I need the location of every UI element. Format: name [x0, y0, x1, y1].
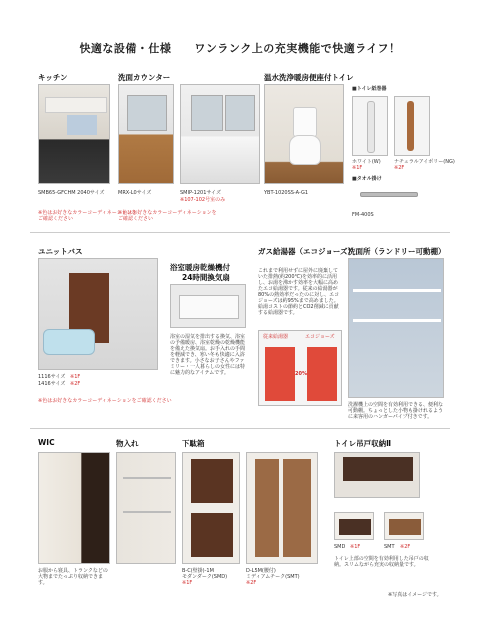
bath-label: ユニットバス [38, 247, 83, 256]
bath-note: ※色はお好きなカラーコーディネーションをご確認ください [38, 398, 172, 404]
natural-label: ナチュラルアイボリー(NG) [394, 159, 455, 165]
kitchen-photo [38, 84, 110, 184]
bath-caption-1b: ※1F [70, 374, 81, 380]
laundry-photo [348, 258, 444, 398]
vanity-note: ※色はお好きなカラーコーディネーションを ご確認ください [118, 210, 217, 222]
paper-holder-white-photo [352, 96, 388, 156]
towel-label: ■タオル掛け [352, 176, 382, 182]
vanity-caption-2b: ※107-102号室のみ [180, 197, 226, 203]
fig-b-label: エコジョーズ [305, 334, 335, 340]
shoebox-caption-1c: ※1F [182, 580, 193, 586]
white-note: ※1F [352, 165, 363, 171]
vanity-caption-2: SMIP-1201サイズ [180, 190, 221, 196]
shoebox-caption-1: B-C(壁掛)-1M [182, 568, 214, 574]
heater-old-icon [265, 347, 295, 401]
kitchen-label: キッチン [38, 73, 68, 82]
toilet-caption: YBT-1020SS-A-G1 [264, 190, 309, 196]
laundry-label: 洗面所（ランドリー可動棚） [348, 247, 446, 256]
wic-label: WIC [38, 438, 55, 447]
heater-eco-icon [307, 347, 337, 401]
dryer-photo [170, 284, 246, 328]
white-label: ホワイト(W) [352, 159, 381, 165]
closet-label: 物入れ [116, 439, 139, 448]
toilet-storage-smd-photo [334, 512, 374, 540]
water-heater-desc: これまで利用せずに屋外に廃棄していた排熱(約200℃)を効率的に活用し、お湯を沸かす効率を大幅に高めたエコ給湯器です。従来の給湯器が80%の熱効率だったのに対し、エコジョーズは約95%まで高めました。給湯コストの節約とCO2削減に貢献する給湯器です。 [258, 268, 340, 316]
toilet-photo [264, 84, 344, 184]
kitchen-note: ※色はお好きなカラーコーディネーションを ご確認ください [38, 210, 137, 222]
shoebox-photo-2 [246, 452, 318, 564]
dryer-label: 浴室暖房乾燥機付 [170, 263, 230, 272]
bath-caption-1: 1116サイズ [38, 374, 66, 380]
wic-desc: お服から寝具、トランクなどの大物までたっぷり収納できます。 [38, 568, 108, 586]
vanity-caption-1: MRX-L0サイズ [118, 190, 152, 196]
towel-bar-icon [360, 192, 418, 197]
wic-photo [38, 452, 110, 564]
paper-holder-label: ■トイレ紙巻器 [352, 86, 387, 92]
divider-2 [30, 428, 450, 429]
bath-caption-2b: ※2F [70, 381, 81, 387]
shoebox-caption-2b: ミディアムチーク(SMT) [246, 574, 300, 580]
towel-code: FM-400S [352, 212, 374, 218]
page-title: 快適な設備・仕様 ワンランク上の充実機能で快適ライフ！ [79, 42, 401, 55]
laundry-desc: 洗濯機上の空間を有効利用できる、便利な可動棚。ちょっとした小物も掛けれるように来客用のハンガーパイプ付きです。 [348, 402, 444, 420]
fig-pct: 20% [295, 371, 307, 377]
vanity-photo-1 [118, 84, 174, 184]
shoebox-label: 下駄箱 [182, 439, 205, 448]
footer-note: ※写真はイメージです。 [388, 592, 442, 598]
vanity-label: 洗面カウンター [118, 73, 171, 82]
smd-label: SMD [334, 544, 346, 550]
toilet-storage-desc: トイレ上部の空間を有効利用した吊戸の収納。スリムながら充実の収納量です。 [334, 556, 429, 568]
smd-note: ※1F [350, 544, 361, 550]
fig-a-label: 従来給湯器 [263, 334, 289, 340]
shoebox-caption-2c: ※2F [246, 580, 257, 586]
dryer-desc: 浴室の湿気を排出する換気、浴室の予備暖房、浴室乾燥の乾燥機能を備えた換気扇。お手入れの手間を軽減でき、寒い冬も快適に入浴できます。小さなお子さんやファミリー・一人暮らしの女性には特に魅力的なアイテムです。 [170, 334, 246, 376]
natural-note: ※2F [394, 165, 405, 171]
smt-note: ※2F [400, 544, 411, 550]
toilet-storage-smt-photo [384, 512, 424, 540]
toilet-storage-label: トイレ吊戸収納Ⅱ [334, 439, 392, 448]
closet-photo [116, 452, 176, 564]
toilet-label: 温水洗浄暖房便座付トイレ [264, 73, 354, 82]
bath-photo [38, 258, 158, 370]
water-heater-diagram [258, 330, 342, 406]
kitchen-caption: SMB65-GFCHM 2040サイズ [38, 190, 105, 196]
shoebox-caption-1b: モダンダーク(SMD) [182, 574, 228, 580]
toilet-storage-photo [334, 452, 420, 498]
divider-1 [30, 232, 450, 233]
bath-caption-2: 1416サイズ [38, 381, 66, 387]
shoebox-photo-1 [182, 452, 240, 564]
paper-holder-natural-photo [394, 96, 430, 156]
smt-label: SMT [384, 544, 395, 550]
shoebox-caption-2: D-L5M(腰付) [246, 568, 276, 574]
vanity-photo-2 [180, 84, 260, 184]
water-heater-label: ガス給湯器（エコジョーズ） [258, 247, 355, 256]
dryer-label-2: 24時間換気扇 [182, 273, 230, 282]
